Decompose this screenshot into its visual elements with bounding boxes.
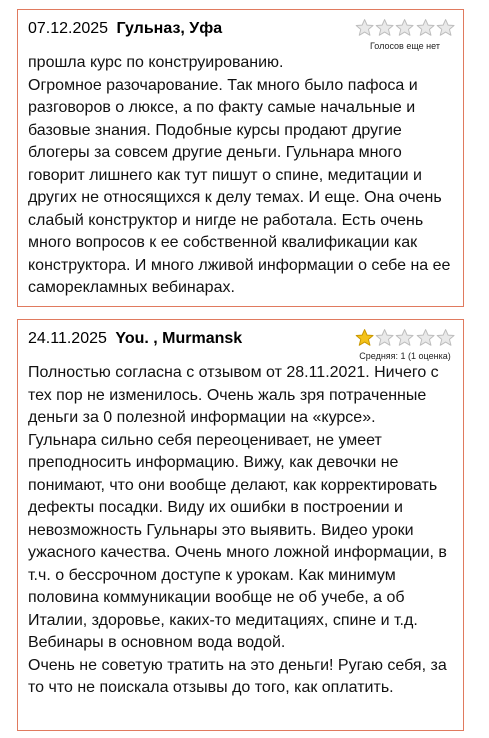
star-empty-icon[interactable] [436, 328, 455, 348]
review-author: Гульназ, Уфа [116, 20, 223, 37]
review-card [17, 9, 464, 307]
rating-caption: Голосов еще нет [370, 41, 440, 51]
stars[interactable] [355, 328, 455, 348]
star-empty-icon[interactable] [436, 18, 455, 38]
review-header [28, 18, 222, 40]
review-paragraph: Огромное разочарование. Так много было пафоса и разговоров о люксе, а по факту самые начальные и базовые знания. Подобные курсы продают другие блогеры за совсем другие деньги. Гульнара много говорит лишнего как тут пишут о спине, медитации и других не относящихся к делу темах. И еще. Она очень слабый конструктор и нигде не работала. Есть очень много вопросов к ее собственной квалификации как конструктора. И много лживой информации о себе на ее саморекламных вебинарах. [28, 76, 451, 296]
review-card [17, 319, 464, 731]
star-empty-icon[interactable] [416, 328, 435, 348]
star-empty-icon[interactable] [395, 18, 414, 38]
review-paragraph: Полностью согласна с отзывом от 28.11.2021. Ничего с тех пор не изменилось. Очень жаль зря потраченные деньги за 0 полезной информации на «курсе». [28, 364, 439, 426]
stars[interactable] [355, 18, 455, 38]
rating-caption: Средняя: 1 (1 оценка) [359, 351, 451, 361]
star-empty-icon[interactable] [395, 328, 414, 348]
star-empty-icon[interactable] [355, 18, 374, 38]
star-rating[interactable] [355, 328, 455, 362]
star-empty-icon[interactable] [375, 18, 394, 38]
star-filled-icon[interactable] [355, 328, 374, 348]
star-empty-icon[interactable] [375, 328, 394, 348]
review-paragraph: Очень не советую тратить на это деньги! Ругаю себя, за то что не поискала отзывы до того, как оплатить. [28, 656, 447, 696]
star-empty-icon[interactable] [416, 18, 435, 38]
review-author: You. , Murmansk [115, 330, 243, 347]
review-date: 07.12.2025 [28, 20, 109, 37]
review-paragraph: Гульнара сильно себя переоценивает, не умеет преподносить информацию. Вижу, как девочки не понимают, что они вообще делают, как корректировать дефекты посадки. Виду их ошибки в построении и невозможность Гульнары это выявить. Видео уроки ужасного качества. Очень много ложной информации, в т.ч. о бессрочном доступе к урокам. Как минимум половина коммуникации вообще не об учебе, а об Италии, здоровье, каких-то медитациях, спине и т.д. Вебинары в основном вода водой. [28, 431, 447, 651]
review-paragraph: прошла курс по конструированию. [28, 54, 284, 71]
review-text [28, 362, 457, 700]
review-header [28, 328, 242, 350]
review-date: 24.11.2025 [28, 330, 107, 347]
review-text [28, 52, 457, 300]
star-rating[interactable] [355, 18, 455, 52]
